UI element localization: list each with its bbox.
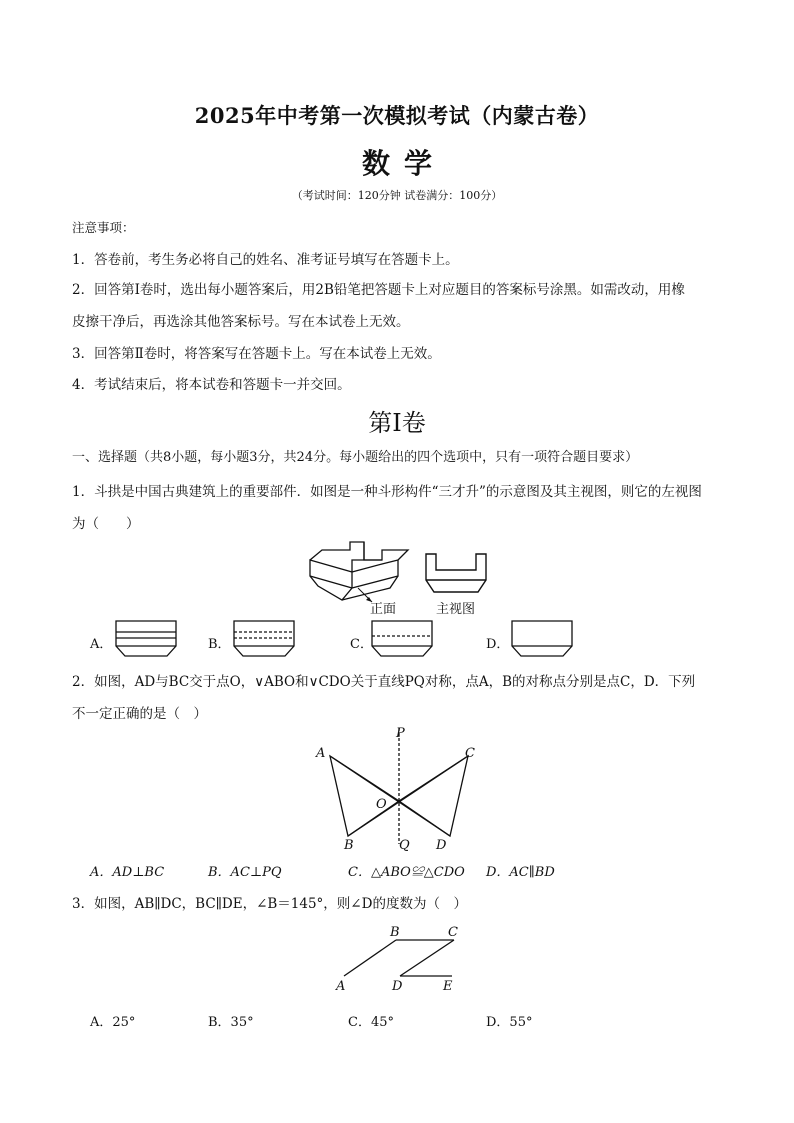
q2-figure [310,724,490,854]
q2-stem-line-2: 不一定正确的是（ ） [72,706,207,722]
q2-option-b: B．AC⊥PQ [208,865,282,880]
q2-stem-line-1: 2．如图，AD与BC交于点O，∨ABO和∨CDO关于直线PQ对称，点A，B的对称点分别是点C，D．下列 [72,674,696,690]
notes-heading: 注意事项： [72,220,135,235]
q3-stem: 3．如图，AB∥DC，BC∥DE，∠B＝145°，则∠D的度数为（ ） [72,896,467,912]
note-4: 4．考试结束后，将本试卷和答题卡一并交回。 [72,377,351,393]
q1-figure-main-view [424,552,488,596]
part-title: 第Ⅰ卷 [368,409,426,437]
q1-option-a-figure [115,620,177,658]
q1-option-c-label: C． [350,637,373,652]
q3-point-a: A [336,979,346,994]
q2-option-a: A．AD⊥BC [90,865,165,880]
note-1: 1．答卷前，考生务必将自己的姓名、准考证号填写在答题卡上。 [72,252,459,268]
section-heading: 一、选择题（共8小题，每小题3分，共24分。每小题给出的四个选项中，只有一项符合题目要求） [72,450,639,465]
q2-point-b: B [344,838,354,853]
q1-option-a-label: A． [90,637,113,652]
subject-title: 数学 [361,147,446,180]
q1-option-b-label: B． [208,637,231,652]
q1-option-b-figure [233,620,295,658]
q1-option-d-label: D． [486,637,510,652]
q2-option-d: D．AC∥BD [486,865,555,880]
q2-point-a: A [316,746,326,761]
q1-label-main-view: 主视图 [436,602,476,617]
q1-stem-line-2: 为（ ） [72,516,140,532]
q3-point-e: E [443,979,453,994]
q3-point-c: C [448,925,458,940]
q1-label-front: 正面 [370,602,397,617]
note-3: 3．回答第Ⅱ卷时，将答案写在答题卡上。写在本试卷上无效。 [72,346,441,362]
q2-point-q: Q [399,838,410,853]
q1-option-d-figure [511,620,573,658]
q3-option-b: B．35° [208,1015,254,1030]
q2-point-o: O [376,797,387,812]
q2-option-c: C．△ABO≌△CDO [348,865,465,880]
q1-option-c-figure [371,620,433,658]
q3-point-b: B [390,925,400,940]
q3-option-c: C．45° [348,1015,394,1030]
q2-point-d: D [436,838,447,853]
note-2-line-1: 2．回答第Ⅰ卷时，选出每小题答案后，用2B铅笔把答题卡上对应题目的答案标号涂黑。如需改动，用橡 [72,282,685,298]
q1-stem-line-1: 1．斗拱是中国古典建筑上的重要部件．如图是一种斗形构件“三才升”的示意图及其主视图，则它的左视图 [72,484,702,500]
q2-point-c: C [465,746,475,761]
q2-point-p: P [396,726,405,741]
exam-title: 2025年中考第一次模拟考试（内蒙古卷） [194,103,600,128]
q3-option-d: D．55° [486,1015,533,1030]
q3-figure [330,924,470,996]
exam-info: （考试时间：120分钟 试卷满分：100分） [291,189,503,202]
q3-option-a: A．25° [90,1015,136,1030]
note-2-line-2: 皮擦干净后，再选涂其他答案标号。写在本试卷上无效。 [72,314,410,330]
q3-point-d: D [392,979,403,994]
